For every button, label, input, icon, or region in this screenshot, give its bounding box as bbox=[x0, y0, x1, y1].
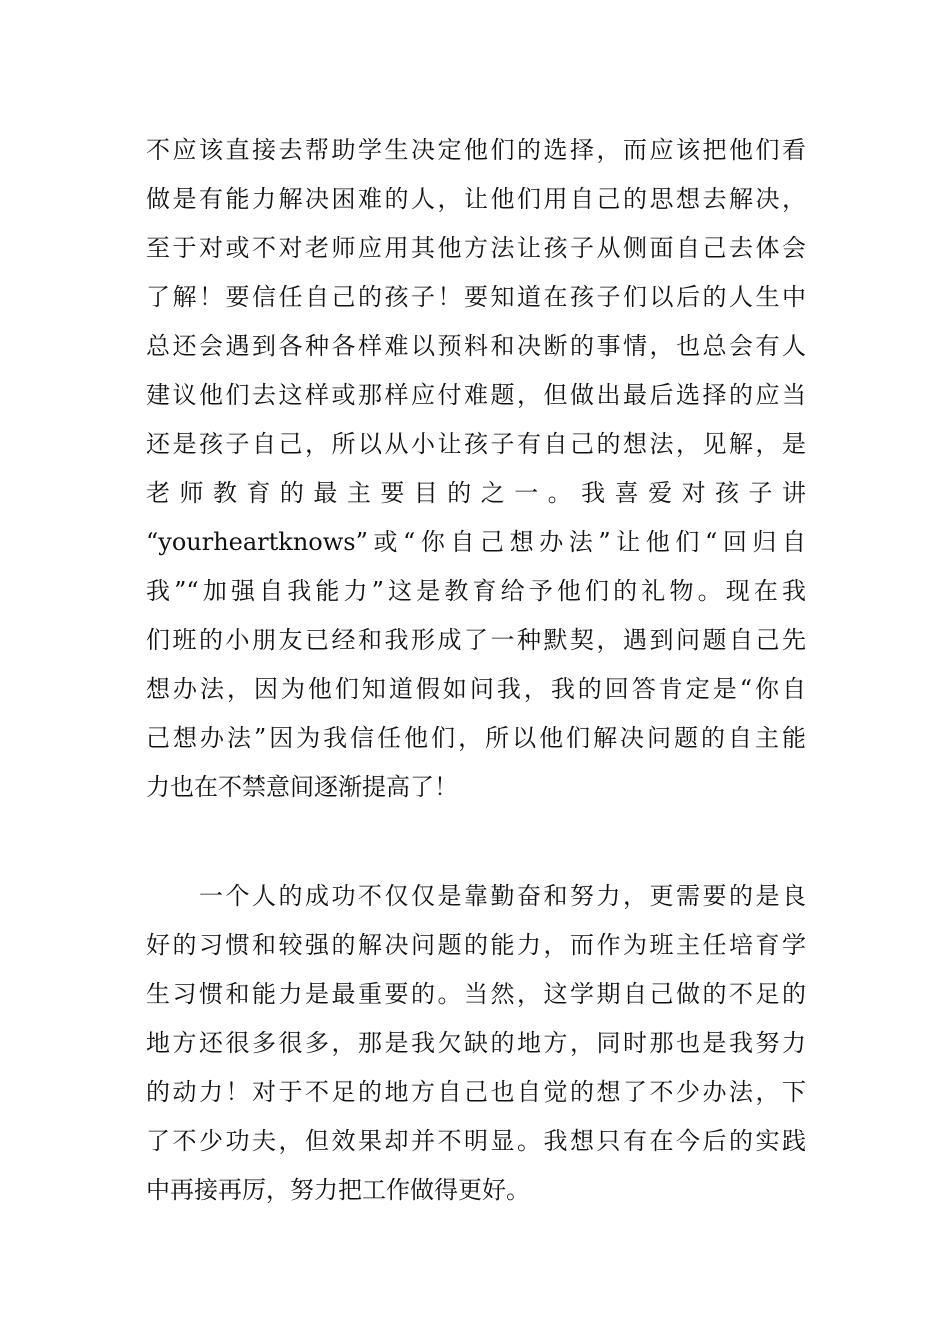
paragraph-line: 总还会遇到各种各样难以预料和决断的事情，也总会有人 bbox=[146, 332, 806, 360]
paragraph-line: 一个人的成功不仅仅是靠勤奋和努力，更需要的是良 bbox=[146, 882, 806, 910]
paragraph-line: 建议他们去这样或那样应付难题，但做出最后选择的应当 bbox=[146, 381, 806, 409]
paragraph-line: 了解！要信任自己的孩子！要知道在孩子们以后的人生中 bbox=[146, 283, 806, 311]
paragraph-line: 我”“加强自我能力”这是教育给予他们的礼物。现在我 bbox=[146, 577, 806, 605]
paragraph-line: 的动力！对于不足的地方自己也自觉的想了不少办法，下 bbox=[146, 1078, 806, 1106]
paragraph-1 bbox=[146, 126, 806, 812]
paragraph-line: “yourheartknows”或“你自己想办法”让他们“回归自 bbox=[146, 528, 806, 556]
paragraph-line: 地方还很多很多，那是我欠缺的地方，同时那也是我努力 bbox=[146, 1029, 806, 1057]
paragraph-line: 想办法，因为他们知道假如问我，我的回答肯定是“你自 bbox=[146, 675, 806, 703]
paragraph-line: 好的习惯和较强的解决问题的能力，而作为班主任培育学 bbox=[146, 931, 806, 959]
paragraph-line: 了不少功夫，但效果却并不明显。我想只有在今后的实践 bbox=[146, 1127, 806, 1155]
paragraph-2 bbox=[146, 872, 806, 1215]
paragraph-line: 做是有能力解决困难的人，让他们用自己的思想去解决， bbox=[146, 185, 806, 213]
paragraph-line: 力也在不禁意间逐渐提高了！ bbox=[146, 773, 458, 801]
paragraph-line: 己想办法”因为我信任他们，所以他们解决问题的自主能 bbox=[146, 724, 806, 752]
paragraph-line: 生习惯和能力是最重要的。当然，这学期自己做的不足的 bbox=[146, 980, 806, 1008]
paragraph-line: 们班的小朋友已经和我形成了一种默契，遇到问题自己先 bbox=[146, 626, 806, 654]
paragraph-line: 中再接再厉，努力把工作做得更好。 bbox=[146, 1176, 530, 1204]
paragraph-line: 还是孩子自己，所以从小让孩子有自己的想法，见解，是 bbox=[146, 430, 806, 458]
paragraph-line: 老 师 教 育 的 最 主 要 目 的 之 一 。 我 喜 爱 对 孩 子 讲 bbox=[146, 479, 806, 507]
paragraph-line: 至于对或不对老师应用其他方法让孩子从侧面自己去体会 bbox=[146, 234, 806, 262]
paragraph-line: 不应该直接去帮助学生决定他们的选择，而应该把他们看 bbox=[146, 136, 806, 164]
